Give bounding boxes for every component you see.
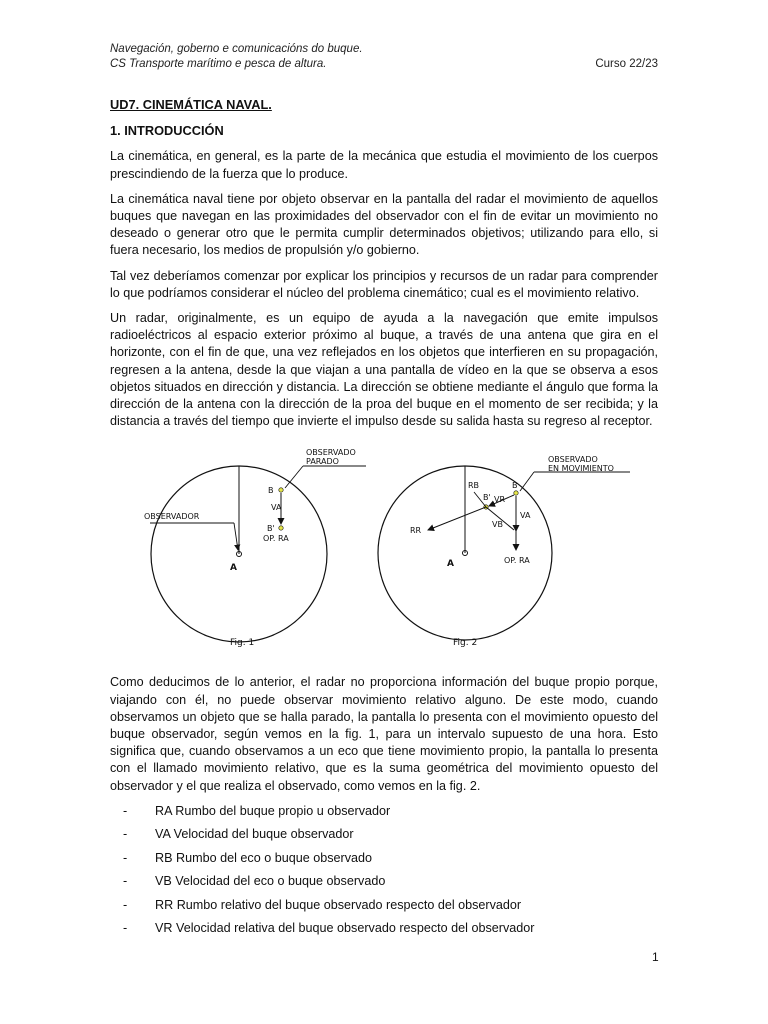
rr-arrow-fig2: [428, 507, 486, 530]
page-content: [110, 96, 658, 944]
definition-text: VA Velocidad del buque observador: [155, 827, 354, 842]
observador-arrow: [234, 523, 238, 550]
definition-item: [110, 826, 658, 850]
observado-leader-fig2: [520, 472, 534, 491]
definition-text: VR Velocidad relativa del buque observado respecto del observador: [155, 921, 535, 936]
definition-item: [110, 803, 658, 827]
label-rb-fig2: RB: [468, 481, 480, 491]
paragraph-3: Tal vez deberíamos comenzar por explicar los principios y recursos de un radar para comprender lo que podríamos considerar el núcleo del problema cinemático; cual es el movimiento relativo.: [110, 268, 658, 300]
list-dash: -: [123, 921, 128, 936]
paragraph-4: Un radar, originalmente, es un equipo de ayuda a la navegación que emite impulsos radioeléctricos al espacio exterior próximo al buque, a través de una antena que gira en el horizonte, con el fin de que, una vez reflejados en los objetos que interfieren en su propagación, regresen a la antena, desde la que viajan a una pantalla de vídeo en la que se observa a esos objetos situados en dirección y distancia. La dirección se obtiene mediante el ángulo que forma la dirección de la antena con la dirección de la proa del buque en el momento de ser recibida; y la distancia a través del tiempo que invierte el impulso desde su salida hasta su regreso al receptor.: [110, 311, 658, 429]
header-course: Curso 22/23: [595, 58, 658, 70]
list-dash: -: [123, 850, 128, 865]
label-vb-fig2: VB: [492, 520, 503, 530]
label-parado-fig1: PARADO: [306, 457, 339, 467]
figures-container: [110, 438, 658, 664]
figure-1: [144, 448, 366, 648]
definition-item: [110, 873, 658, 897]
label-b-fig1: B: [268, 486, 274, 496]
figure-2: [378, 455, 630, 648]
definition-text: RR Rumbo relativo del buque observado respecto del observador: [155, 897, 522, 912]
list-dash: -: [123, 803, 128, 818]
echo-b-fig2: [514, 491, 518, 495]
label-opra-fig1: OP. RA: [263, 534, 289, 544]
label-a-fig2: A: [447, 559, 454, 570]
label-a-fig1: A: [230, 563, 237, 574]
unit-title: UD7. CINEMÁTICA NAVAL.: [110, 97, 272, 112]
label-enmovimiento-fig2: EN MOVIMIENTO: [548, 464, 614, 474]
radar-figures: [110, 438, 658, 664]
label-va-fig2: VA: [520, 511, 531, 521]
definition-text: RB Rumbo del eco o buque observado: [155, 850, 373, 865]
label-bprime-fig1: B': [267, 524, 275, 534]
label-bprime-fig2: B': [483, 493, 491, 503]
echo-b-prime-fig1: [279, 526, 283, 530]
section-title: 1. INTRODUCCIÓN: [110, 123, 224, 139]
label-observado-fig1: OBSERVADO: [306, 448, 356, 458]
label-observador: OBSERVADOR: [144, 512, 200, 522]
label-rr-fig2: RR: [410, 526, 422, 536]
definition-item: [110, 920, 658, 944]
definition-item: [110, 850, 658, 874]
header-program: CS Transporte marítimo e pesca de altura.: [110, 58, 327, 70]
list-dash: -: [123, 827, 128, 842]
header-subject: Navegación, goberno e comunicacións do buque.: [110, 43, 363, 55]
paragraph-5: Como deducimos de lo anterior, el radar no proporciona información del buque propio porque, viajando con él, no puede observar movimiento relativo alguno. De este modo, cuando observamos un objeto que se halla parado, la pantalla lo presenta con el movimiento opuesto del buque observador, según vemos en la fig. 1, para un intervalo supuesto de una hora. Esto significa que, cuando observamos a un eco que tiene movimiento propio, la pantalla lo presenta con el llamado movimiento relativo, que es la suma geométrica del movimiento opuesto del observador y el que realiza el observado, como vemos en la fig. 2.: [110, 675, 658, 793]
page-number: 1: [652, 950, 659, 964]
echo-b-fig1: [279, 488, 283, 492]
caption-fig2: Fig. 2: [453, 638, 478, 649]
paragraph-2: La cinemática naval tiene por objeto observar en la pantalla del radar el movimiento de aquellos buques que navegan en las proximidades del observador con el fin de evitar un movimiento no deseado o generar otro que le permita cumplir determinados objetivos; utilizando para ello, si fuera necesario, los medios de propulsión y/o gobierno.: [110, 191, 658, 258]
list-dash: -: [123, 874, 128, 889]
definitions-list: [110, 803, 658, 944]
list-dash: -: [123, 897, 128, 912]
label-observado-fig2: OBSERVADO: [548, 455, 598, 465]
label-opra-fig2: OP. RA: [504, 556, 530, 566]
caption-fig1: Fig. 1: [230, 638, 255, 649]
definition-text: RA Rumbo del buque propio u observador: [155, 803, 391, 818]
label-vr-fig2: VR: [494, 495, 506, 505]
page-header: [110, 42, 658, 72]
paragraph-1: La cinemática, en general, es la parte de la mecánica que estudia el movimiento de los cuerpos prescindiendo de la fuerza que lo produce.: [110, 149, 658, 181]
definition-item: [110, 897, 658, 921]
label-b-fig2: B: [512, 481, 518, 491]
label-va-fig1: VA: [271, 503, 282, 513]
definition-text: VB Velocidad del eco o buque observado: [155, 874, 386, 889]
